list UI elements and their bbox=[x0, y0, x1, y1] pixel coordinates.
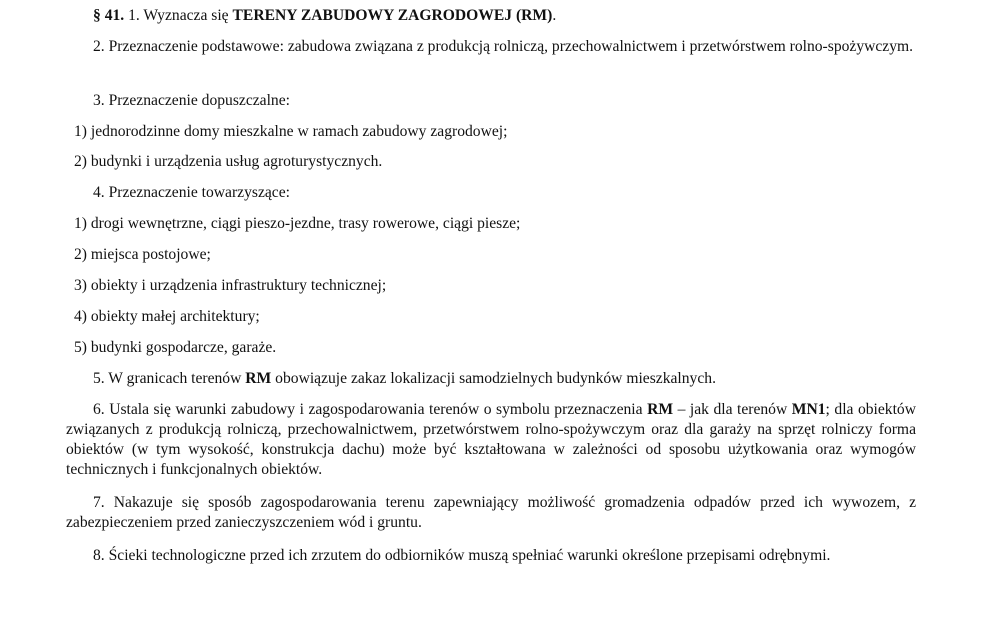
list-item: 4) obiekty małej architektury; bbox=[74, 308, 260, 325]
paragraph-7: 7. Nakazuje się sposób zagospodarowania terenu zapewniający możliwość gromadzenia odpadów przed ich wywozem, z zabezpieczeniem przed zanieczyszczeniem wód i gruntu. bbox=[66, 494, 916, 531]
paragraph-6-mid: – jak dla terenów bbox=[677, 401, 788, 418]
paragraph-6 bbox=[66, 400, 916, 480]
paragraph-6-text: 6. Ustala się warunki zabudowy i zagospodarowania terenów o symbolu przeznaczenia bbox=[93, 401, 643, 418]
zone-symbol: RM bbox=[245, 370, 272, 387]
paragraph-5-text: 5. W granicach terenów bbox=[93, 370, 242, 387]
list-item: 2) miejsca postojowe; bbox=[74, 246, 211, 263]
list-item: 1) jednorodzinne domy mieszkalne w ramach zabudowy zagrodowej; bbox=[74, 123, 508, 140]
zone-symbol-mn1: MN1 bbox=[791, 401, 826, 418]
paragraph-6-rest: ; dla obiektów związanych z produkcją rolniczą, przechowalnictwem, przetwórstwem rolno-spożywczym oraz dla garaży na sprzęt rolniczy forma obiektów (w tym wysokość, konstrukcja dachu) może być kształtowana w zależności od sposobu użytkowania oraz wymogów technicznych i funkcjonalnych obiektów. bbox=[66, 401, 916, 478]
paragraph-1-end: . bbox=[552, 7, 557, 24]
paragraph-8: 8. Ścieki technologiczne przed ich zrzutem do odbiorników muszą spełniać warunki określone przepisami odrębnymi. bbox=[93, 547, 831, 564]
paragraph-2: 2. Przeznaczenie podstawowe: zabudowa związana z produkcją rolniczą, przechowalnictwem i przetwórstwem rolno-spożywczym. bbox=[93, 38, 914, 55]
zone-symbol: RM bbox=[647, 401, 674, 418]
paragraph-5-rest: obowiązuje zakaz lokalizacji samodzielnych budynków mieszkalnych. bbox=[275, 370, 716, 387]
list-item: 5) budynki gospodarcze, garaże. bbox=[74, 339, 277, 356]
paragraph-1-text: 1. Wyznacza się bbox=[128, 7, 229, 24]
list-item: 3) obiekty i urządzenia infrastruktury technicznej; bbox=[74, 277, 387, 294]
paragraph-4: 4. Przeznaczenie towarzyszące: bbox=[93, 184, 290, 201]
section-number: § 41. bbox=[93, 7, 125, 24]
zone-name: TERENY ZABUDOWY ZAGRODOWEJ (RM) bbox=[232, 7, 553, 24]
paragraph-3: 3. Przeznaczenie dopuszczalne: bbox=[93, 92, 290, 109]
list-item: 1) drogi wewnętrzne, ciągi pieszo-jezdne, trasy rowerowe, ciągi piesze; bbox=[74, 215, 521, 232]
paragraph-5 bbox=[66, 369, 916, 389]
paragraph-1 bbox=[66, 6, 916, 26]
list-item: 2) budynki i urządzenia usług agroturystycznych. bbox=[74, 153, 383, 170]
